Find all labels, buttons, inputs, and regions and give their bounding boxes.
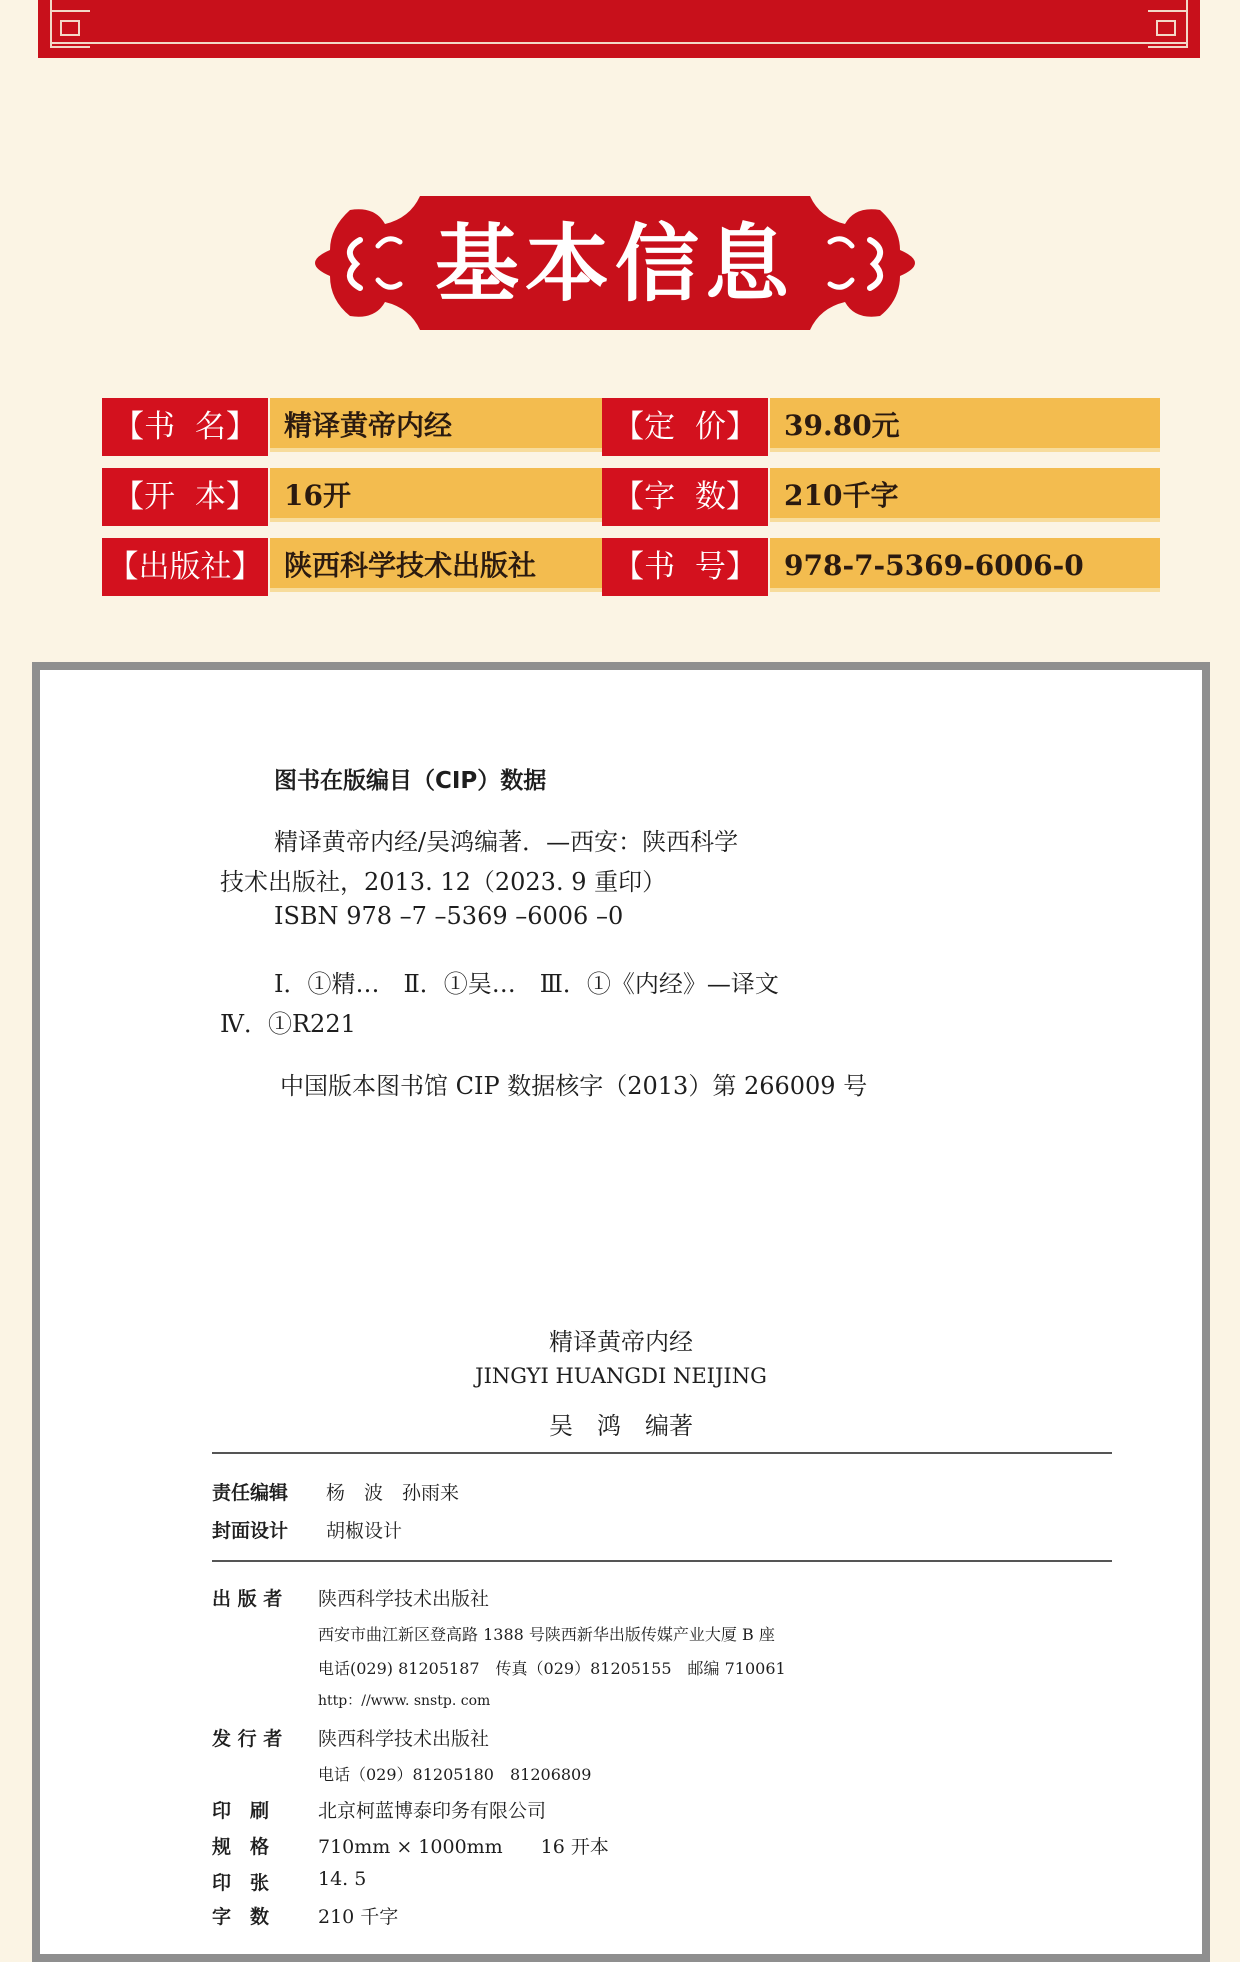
cip-classification: Ⅰ．①精… Ⅱ．①吴… Ⅲ．①《内经》—译文: [274, 970, 779, 998]
book-title-cn: 精译黄帝内经: [549, 1328, 693, 1356]
info-cell-title: [102, 398, 602, 456]
cip-line: 精译黄帝内经/吴鸿编著．—西安：陕西科学: [274, 828, 739, 856]
distributor-name: 陕西科学技术出版社: [318, 1728, 490, 1750]
book-author: 吴 鸿 编著: [549, 1412, 693, 1440]
info-cell-wordcount: [602, 468, 1160, 526]
banner-corner-ornament-left: [50, 10, 90, 48]
info-value: 16开: [270, 468, 602, 522]
spec-value: 14. 5: [318, 1868, 367, 1890]
info-label: 【出版社】: [102, 538, 268, 596]
cip-heading: 图书在版编目（CIP）数据: [274, 768, 547, 794]
spec-value: 710mm × 1000mm 16 开本: [318, 1836, 609, 1858]
info-cell-isbn: [602, 538, 1160, 596]
top-banner: [38, 0, 1200, 58]
cip-classification: Ⅳ．①R221: [220, 1010, 356, 1038]
info-value: 39.80元: [770, 398, 1160, 452]
credit-label: 封面设计: [212, 1520, 289, 1542]
info-cell-publisher: [102, 538, 602, 596]
spec-label: 规 格: [212, 1836, 270, 1858]
info-label: 【书 名】: [102, 398, 268, 456]
book-title-pinyin: JINGYI HUANGDI NEIJING: [475, 1364, 767, 1388]
publisher-phone: 电话(029) 81205187 传真（029）81205155 邮编 710061: [318, 1659, 786, 1678]
publisher-name: 陕西科学技术出版社: [318, 1588, 490, 1610]
info-value: 精译黄帝内经: [270, 398, 602, 452]
info-label: 【字 数】: [602, 468, 768, 526]
distributor-phone: 电话（029）81205180 81206809: [318, 1765, 592, 1784]
info-label: 【开 本】: [102, 468, 268, 526]
divider: [212, 1452, 1112, 1454]
cip-record-number: 中国版本图书馆 CIP 数据核字（2013）第 266009 号: [280, 1072, 868, 1100]
copyright-page: [32, 662, 1210, 1962]
section-title: 基本信息: [434, 215, 795, 313]
spec-label: 字 数: [212, 1906, 270, 1928]
credit-value: 胡椒设计: [326, 1520, 403, 1542]
book-info-table: [102, 398, 1160, 608]
section-heading-plaque: [300, 188, 930, 338]
spec-label: 印 张: [212, 1872, 270, 1894]
cip-isbn: ISBN 978 –7 –5369 –6006 –0: [274, 902, 624, 930]
distributor-label: 发 行 者: [212, 1728, 283, 1750]
banner-frame: [50, 0, 1188, 44]
spec-value: 210 千字: [318, 1906, 399, 1928]
info-value: 978-7-5369-6006-0: [770, 538, 1160, 592]
info-cell-format: [102, 468, 602, 526]
credit-value: 杨 波 孙雨来: [326, 1482, 460, 1504]
cip-line: 技术出版社，2013. 12（2023. 9 重印）: [220, 868, 667, 896]
info-label: 【书 号】: [602, 538, 768, 596]
info-label: 【定 价】: [602, 398, 768, 456]
info-value: 210千字: [770, 468, 1160, 522]
spec-value: 北京柯蓝博泰印务有限公司: [318, 1800, 547, 1822]
publisher-label: 出 版 者: [212, 1588, 283, 1610]
info-row: [102, 398, 1160, 456]
publisher-address: 西安市曲江新区登高路 1388 号陕西新华出版传媒产业大厦 B 座: [318, 1625, 775, 1644]
publisher-url: http：//www. snstp. com: [318, 1693, 491, 1709]
credit-label: 责任编辑: [212, 1482, 289, 1504]
info-cell-price: [602, 398, 1160, 456]
spec-label: 印 刷: [212, 1800, 270, 1822]
info-row: [102, 468, 1160, 526]
banner-corner-ornament-right: [1148, 10, 1188, 48]
info-value: 陕西科学技术出版社: [270, 538, 602, 592]
info-row: [102, 538, 1160, 596]
divider: [212, 1560, 1112, 1562]
